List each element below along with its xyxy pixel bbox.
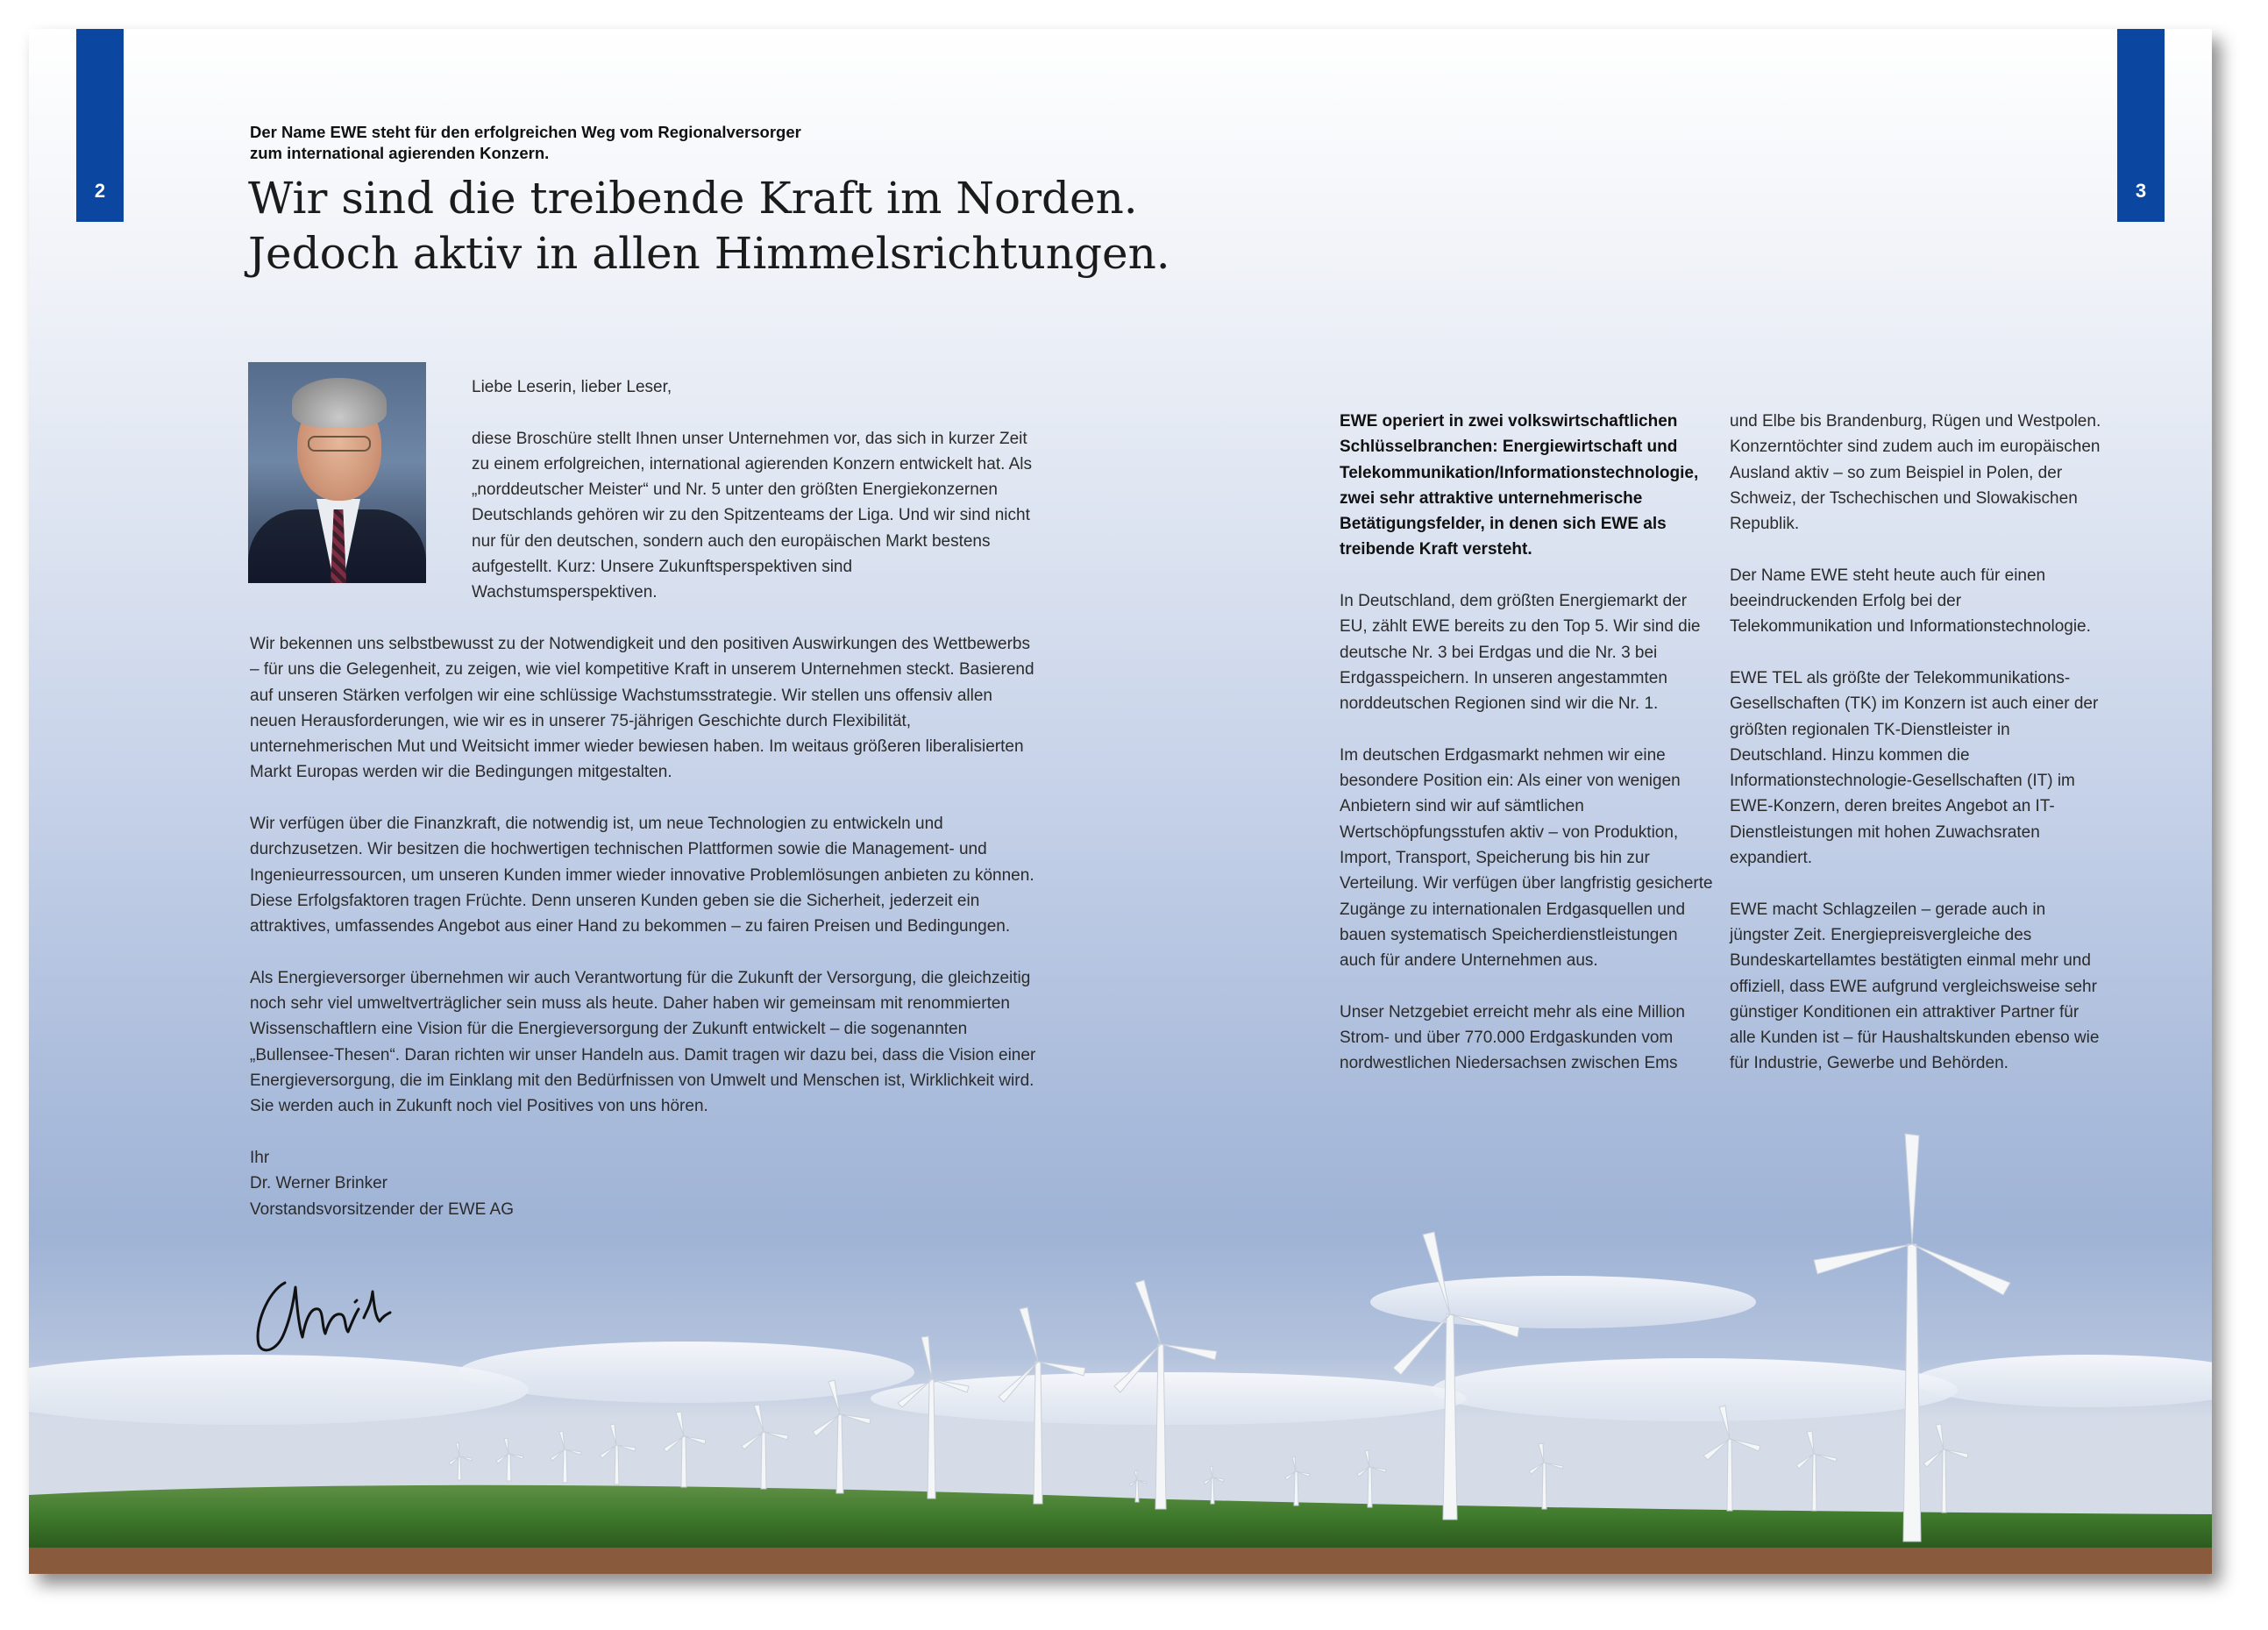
column2-paragraph-2: Der Name EWE steht heute auch für einen beeindruckenden Erfolg bei der Telekommunikation und Informationstechnologie. [1730,566,2091,637]
page-number-right: 3 [2135,180,2147,202]
column1-paragraph-3: Unser Netzgebiet erreicht mehr als eine Million Strom- und über 770.000 Erdgaskunden vom nordwestlichen Niedersachsen zwischen Ems [1340,1002,1685,1073]
column2-paragraph-4: EWE macht Schlagzeilen – gerade auch in jüngster Zeit. Energiepreisvergleiche des Bundeskartellamtes bestätigten einmal mehr und offiziell, dass EWE aufgrund vergleichsweise sehr günstiger Konditionen ein attraktiver Partner für alle Kunden ist – für Haushaltskunden ebenso wie für Industrie, Gewerbe und Behörden. [1730,900,2100,1073]
letter-signatory-name: Dr. Werner Brinker [250,1174,387,1193]
soil-strip [29,1548,2212,1574]
cloud [1370,1276,1756,1328]
letter-salutation: Liebe Leserin, lieber Leser, [472,378,672,396]
landscape-illustration [29,1258,2212,1574]
headline-line-1: Wir sind die treibende Kraft im Norden. [248,173,1138,224]
cloud [871,1372,1467,1425]
cloud [1914,1355,2212,1407]
page-number-tab-left [76,29,124,222]
right-page-column-2 [1730,409,2107,1102]
letter-paragraph-2: Wir bekennen uns selbstbewusst zu der Notwendigkeit und den positiven Auswirkungen des Wettbewerbs – für uns die Gelegenheit, zu zeigen, wie viel kompetitive Kraft in unserem Unternehmen steckt. Basierend auf unseren Stärken verfolgen wir eine schlüssige Wachstumsstrategie. Wir stellen uns offensiv allen neuen Herausforderungen, wie wir es in unserer 75-jährigen Geschichte durch Flexibilität, unternehmerischen Mut und Weitsicht immer wieder bewiesen haben. Im weitaus größeren liberalisierten Markt Europas werden wir die Bedingungen mitgestalten. [250,634,1034,782]
grass-field [29,1485,2212,1548]
cloud [1432,1358,1958,1421]
letter-paragraph-4: Als Energieversorger übernehmen wir auch Verantwortung für die Zukunft der Versorgung, die gleichzeitig noch sehr viel umweltverträglicher sein muss als heute. Daher haben wir gemeinsam mit renommierten Wissenschaftlern eine Vision für die Energieversorgung der Zukunft entwickelt – die sogenannten „Bullensee-Thesen“. Daran richten wir unser Handeln aus. Damit tragen wir dazu bei, dass die Vision einer Energieversorgung, die im Einklang mit den Bedürfnissen von Umwelt und Menschen ist, Wirklichkeit wird. Sie werden auch in Zukunft noch viel Positives von uns hören. [250,968,1036,1116]
cloud [29,1355,529,1425]
cloud [459,1342,914,1403]
column2-paragraph-3: EWE TEL als größte der Telekommunikations-Gesellschaften (TK) im Konzern ist auch einer der größten regionalen TK-Dienstleister in Deutschland. Hinzu kommen die Informationstechnologie-Gesellschaften (IT) im EWE-Konzern, deren breites Angebot an IT-Dienstleistungen mit hohen Zuwachsraten expandiert. [1730,668,2099,868]
column2-paragraph-1: und Elbe bis Brandenburg, Rügen und Westpolen. Konzerntöchter sind zudem auch im europäischen Ausland aktiv – so zum Beispiel in Polen, der Schweiz, der Tschechischen und Slowakischen Republik. [1730,412,2101,534]
kicker [250,122,1039,164]
letter-paragraph-1: diese Broschüre stellt Ihnen unser Unternehmen vor, das sich in kurzer Zeit zu einem erfolgreichen, international agierenden Konzern entwickelt hat. Als „norddeutscher Meister“ und Nr. 5 unter den größten Energiekonzernen Deutschlands gehören wir zu den Spitzenteams der Liga. Und wir sind nicht nur für den deutschen, sondern auch den europäischen Markt bestens aufgestellt. Kurz: Unsere Zukunftsperspektiven sind Wachstumsperspektiven. [472,429,1032,602]
letter-closing: Ihr [250,1148,270,1167]
kicker-line-1: Der Name EWE steht für den erfolgreichen Weg vom Regionalversorger [250,123,801,141]
letter-paragraph-3: Wir verfügen über die Finanzkraft, die notwendig ist, um neue Technologien zu entwickeln und durchzusetzen. Wir besitzen die hochwertigen technischen Plattformen sowie die Management- und Ingenieurressourcen, um unseren Kunden immer wieder innovative Problemlösungen anbieten zu können. Diese Erfolgsfaktoren tragen Früchte. Denn unseren Kunden geben sie die Sicherheit, jederzeit ein attraktives, umfassendes Angebot aus einer Hand zu bekommen – zu fairen Preisen und Bedingungen. [250,815,1034,936]
kicker-line-2: zum international agierenden Konzern. [250,144,550,162]
right-page-column-1 [1340,409,1717,1102]
column1-paragraph-1: In Deutschland, dem größten Energiemarkt der EU, zählt EWE bereits zu den Top 5. Wir sind die deutsche Nr. 3 bei Erdgas und die Nr. 3 bei Erdgasspeichern. In unseren angestammten norddeutschen Regionen sind wir die Nr. 1. [1340,592,1701,714]
headline-line-2: Jedoch aktiv in allen Himmelsrichtungen. [248,228,1170,279]
column1-paragraph-2: Im deutschen Erdgasmarkt nehmen wir eine besondere Position ein: Als einer von wenigen Anbietern sind wir auf sämtlichen Wertschöpfungsstufen aktiv – von Produktion, Import, Transport, Speicherung bis hin zur Verteilung. Wir verfügen über langfristig gesicherte Zugänge zu internationalen Erdgasquellen und bauen systematisch Speicherdienstleistungen auch für andere Unternehmen aus. [1340,745,1713,971]
letter-signatory-role: Vorstandsvorsitzender der EWE AG [250,1199,514,1219]
page-number-tab-right [2117,29,2165,222]
lead-paragraph: EWE operiert in zwei volkswirtschaftlichen Schlüsselbranchen: Energiewirtschaft und Telekommunikation/Informationstechnologie, zwei sehr attraktive unternehmerische Betätigungsfelder, in denen sich EWE als treibende Kraft versteht. [1340,412,1699,559]
page-headline [248,171,1475,281]
letter-text [250,374,1039,1222]
brochure-spread [29,29,2212,1574]
page-number-left: 2 [94,180,106,202]
